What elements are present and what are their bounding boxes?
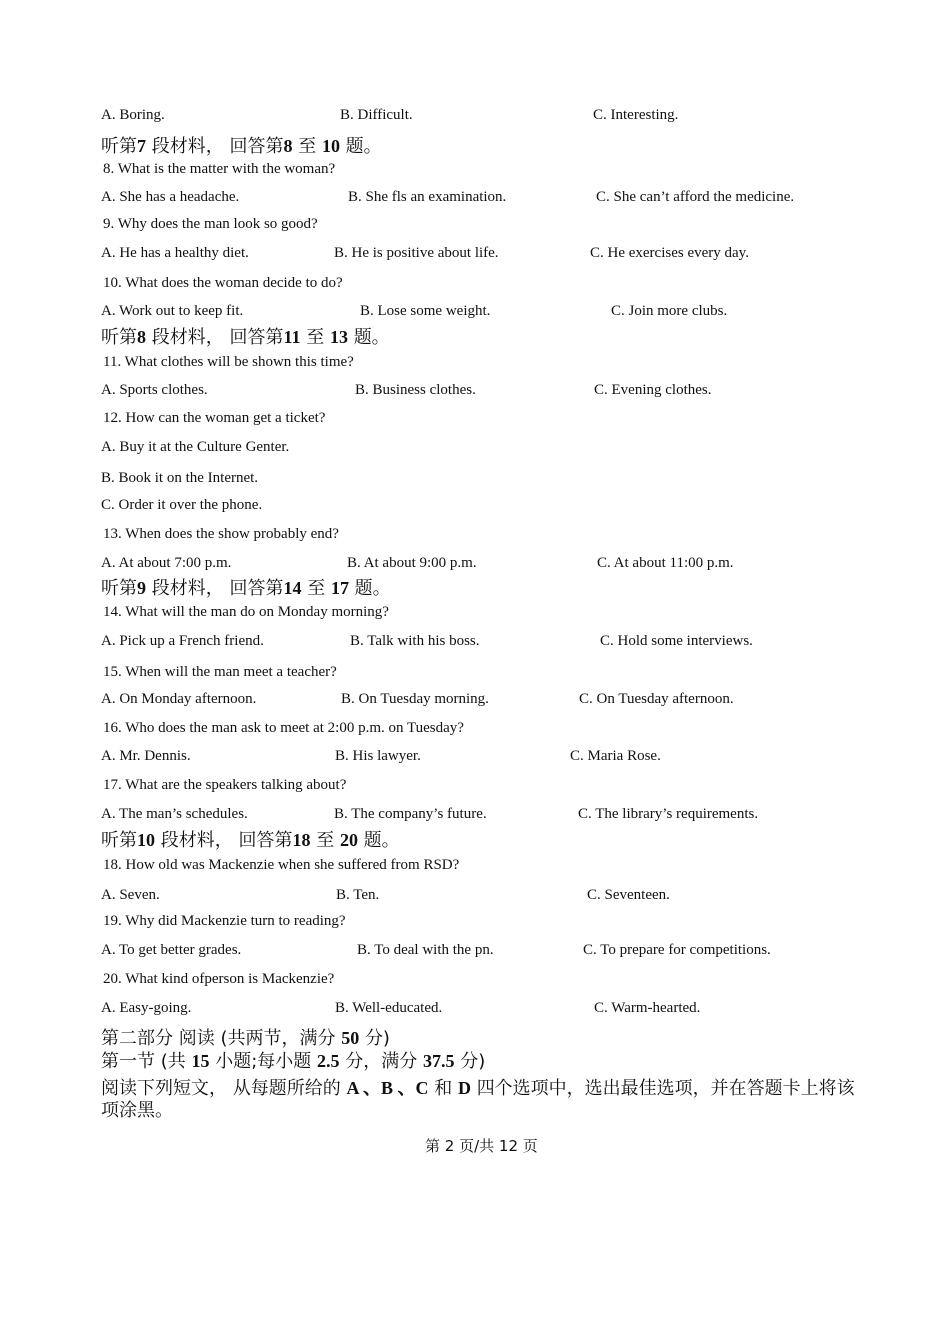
q12-option-a: A. Buy it at the Culture Genter. bbox=[101, 439, 290, 455]
q8-option-c: C. She can’t afford the medicine. bbox=[596, 189, 795, 205]
q7-option-a: A. Boring. bbox=[101, 107, 165, 123]
question-11: 11. What clothes will be shown this time? bbox=[103, 354, 354, 370]
q17-option-c: C. The library’s requirements. bbox=[578, 806, 759, 822]
q10-option-c: C. Join more clubs. bbox=[611, 303, 728, 319]
q19-option-a: A. To get better grades. bbox=[101, 942, 242, 958]
part2-title: 第二部分 阅读 (共两节，满分 50 分) bbox=[101, 1028, 390, 1049]
q18-option-a: A. Seven. bbox=[101, 887, 160, 903]
question-16: 16. Who does the man ask to meet at 2:00 p.m. on Tuesday? bbox=[103, 720, 464, 736]
question-14: 14. What will the man do on Monday morning? bbox=[103, 604, 389, 620]
q17-option-b: B. The company’s future. bbox=[334, 806, 487, 822]
q16-option-b: B. His lawyer. bbox=[335, 748, 421, 764]
q13-option-b: B. At about 9:00 p.m. bbox=[347, 555, 477, 571]
q9-option-a: A. He has a healthy diet. bbox=[101, 245, 249, 261]
question-17: 17. What are the speakers talking about? bbox=[103, 777, 347, 793]
question-13: 13. When does the show probably end? bbox=[103, 526, 339, 542]
q20-option-b: B. Well-educated. bbox=[335, 1000, 443, 1016]
q10-option-a: A. Work out to keep fit. bbox=[101, 303, 244, 319]
q12-option-b: B. Book it on the Internet. bbox=[101, 470, 259, 486]
question-8: 8. What is the matter with the woman? bbox=[103, 161, 336, 177]
question-15: 15. When will the man meet a teacher? bbox=[103, 664, 337, 680]
q8-option-a: A. She has a headache. bbox=[101, 189, 240, 205]
q11-option-c: C. Evening clothes. bbox=[594, 382, 712, 398]
question-10: 10. What does the woman decide to do? bbox=[103, 275, 343, 291]
q14-option-b: B. Talk with his boss. bbox=[350, 633, 480, 649]
q11-option-b: B. Business clothes. bbox=[355, 382, 476, 398]
q19-option-c: C. To prepare for competitions. bbox=[583, 942, 771, 958]
section-heading-10: 听第10 段材料， 回答第18 至 20 题。 bbox=[101, 830, 400, 851]
q10-option-b: B. Lose some weight. bbox=[360, 303, 491, 319]
section-heading-8: 听第8 段材料， 回答第11 至 13 题。 bbox=[101, 327, 390, 348]
q18-option-b: B. Ten. bbox=[336, 887, 380, 903]
q16-option-c: C. Maria Rose. bbox=[570, 748, 661, 764]
q15-option-c: C. On Tuesday afternoon. bbox=[579, 691, 734, 707]
question-12: 12. How can the woman get a ticket? bbox=[103, 410, 326, 426]
q18-option-c: C. Seventeen. bbox=[587, 887, 670, 903]
reading-instruction: 阅读下列短文， 从每题所给的 A 、B 、C 和 D 四个选项中，选出最佳选项，并在答题卡上将该项涂黑。 bbox=[101, 1078, 855, 1121]
q17-option-a: A. The man’s schedules. bbox=[101, 806, 248, 822]
q8-option-b: B. She fls an examination. bbox=[348, 189, 507, 205]
q7-option-b: B. Difficult. bbox=[340, 107, 413, 123]
q14-option-a: A. Pick up a French friend. bbox=[101, 633, 264, 649]
question-20: 20. What kind ofperson is Mackenzie? bbox=[103, 971, 335, 987]
q9-option-b: B. He is positive about life. bbox=[334, 245, 499, 261]
q13-option-a: A. At about 7:00 p.m. bbox=[101, 555, 232, 571]
part2-section1-title: 第一节 (共 15 小题;每小题 2.5 分，满分 37.5 分) bbox=[101, 1051, 486, 1072]
page-number: 第 2 页/共 12 页 bbox=[425, 1137, 538, 1155]
section-heading-7: 听第7 段材料， 回答第8 至 10 题。 bbox=[101, 136, 382, 157]
q13-option-c: C. At about 11:00 p.m. bbox=[597, 555, 734, 571]
question-18: 18. How old was Mackenzie when she suffered from RSD? bbox=[103, 857, 460, 873]
question-19: 19. Why did Mackenzie turn to reading? bbox=[103, 913, 346, 929]
q20-option-c: C. Warm-hearted. bbox=[594, 1000, 701, 1016]
section-heading-9: 听第9 段材料， 回答第14 至 17 题。 bbox=[101, 578, 391, 599]
q16-option-a: A. Mr. Dennis. bbox=[101, 748, 191, 764]
q19-option-b: B. To deal with the pn. bbox=[357, 942, 494, 958]
question-9: 9. Why does the man look so good? bbox=[103, 216, 318, 232]
q15-option-a: A. On Monday afternoon. bbox=[101, 691, 257, 707]
q7-option-c: C. Interesting. bbox=[593, 107, 679, 123]
q14-option-c: C. Hold some interviews. bbox=[600, 633, 753, 649]
q9-option-c: C. He exercises every day. bbox=[590, 245, 749, 261]
q11-option-a: A. Sports clothes. bbox=[101, 382, 208, 398]
q20-option-a: A. Easy-going. bbox=[101, 1000, 192, 1016]
q15-option-b: B. On Tuesday morning. bbox=[341, 691, 489, 707]
q12-option-c: C. Order it over the phone. bbox=[101, 497, 263, 513]
